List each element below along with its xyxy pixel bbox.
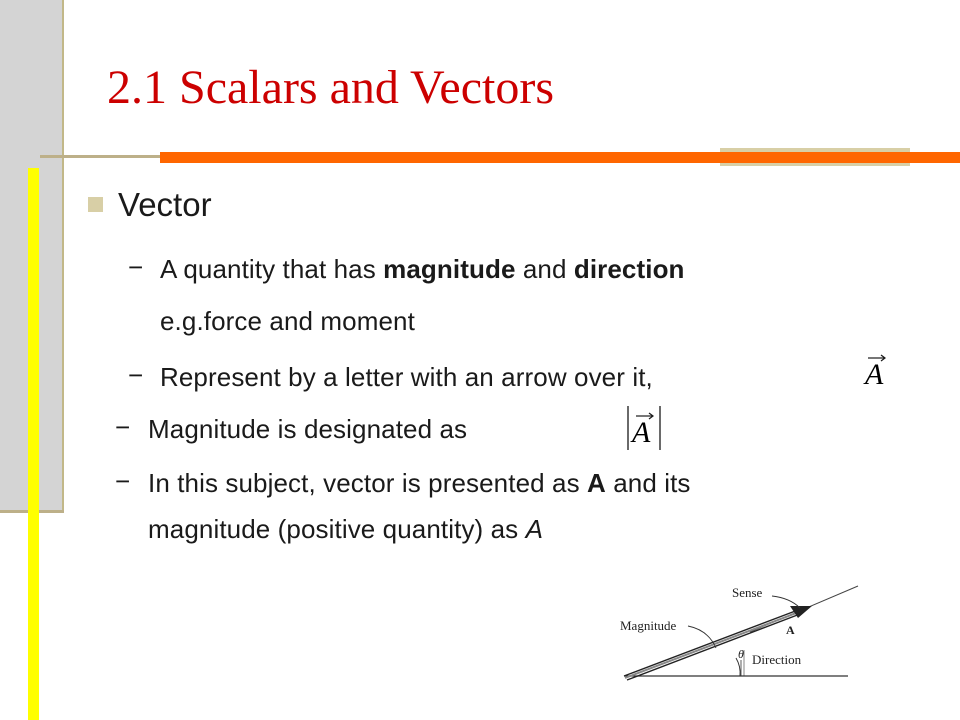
presentation-text: In this subject, vector is presented as [148,468,587,498]
presentation-line-continued [148,514,543,545]
slide-title: 2.1 Scalars and Vectors [107,61,554,114]
direction-term: direction [573,254,685,284]
italic-scalar-a: A [525,514,544,544]
dash-marker: − [115,466,131,496]
magnitude-symbol [622,402,666,452]
sense-label: Sense [732,585,763,600]
yellow-side-bar [28,168,39,720]
presentation-text-2: magnitude (positive quantity) as [148,514,526,544]
vector-a-symbol [862,350,892,390]
bullet-heading: Vector [118,186,212,223]
definition-line [160,254,685,285]
notation-line: Represent by a letter with an arrow over it, [160,362,653,392]
definition-and: and [515,254,574,284]
bold-vector-a: A [587,468,606,498]
vector-letter: A [632,416,651,449]
magnitude-line: Magnitude is designated as [148,414,468,444]
dash-marker: − [128,360,144,390]
theta-label: θ [738,647,744,661]
dash-marker: − [115,412,131,442]
presentation-line [148,468,691,499]
vector-letter: A [865,358,884,391]
title-rule-orange [160,152,960,163]
presentation-text-tail: and its [605,468,691,498]
vector-diagram [590,572,870,684]
vector-label: A [786,623,795,637]
direction-label: Direction [752,652,802,667]
left-panel-edge [62,0,64,512]
magnitude-term: magnitude [383,254,516,284]
dash-marker: − [128,252,144,282]
title-rule-thin [40,155,165,158]
definition-text: A quantity that has [160,254,384,284]
bullet-square [88,197,103,212]
magnitude-label: Magnitude [620,618,677,633]
example-line: e.g.force and moment [160,306,415,336]
